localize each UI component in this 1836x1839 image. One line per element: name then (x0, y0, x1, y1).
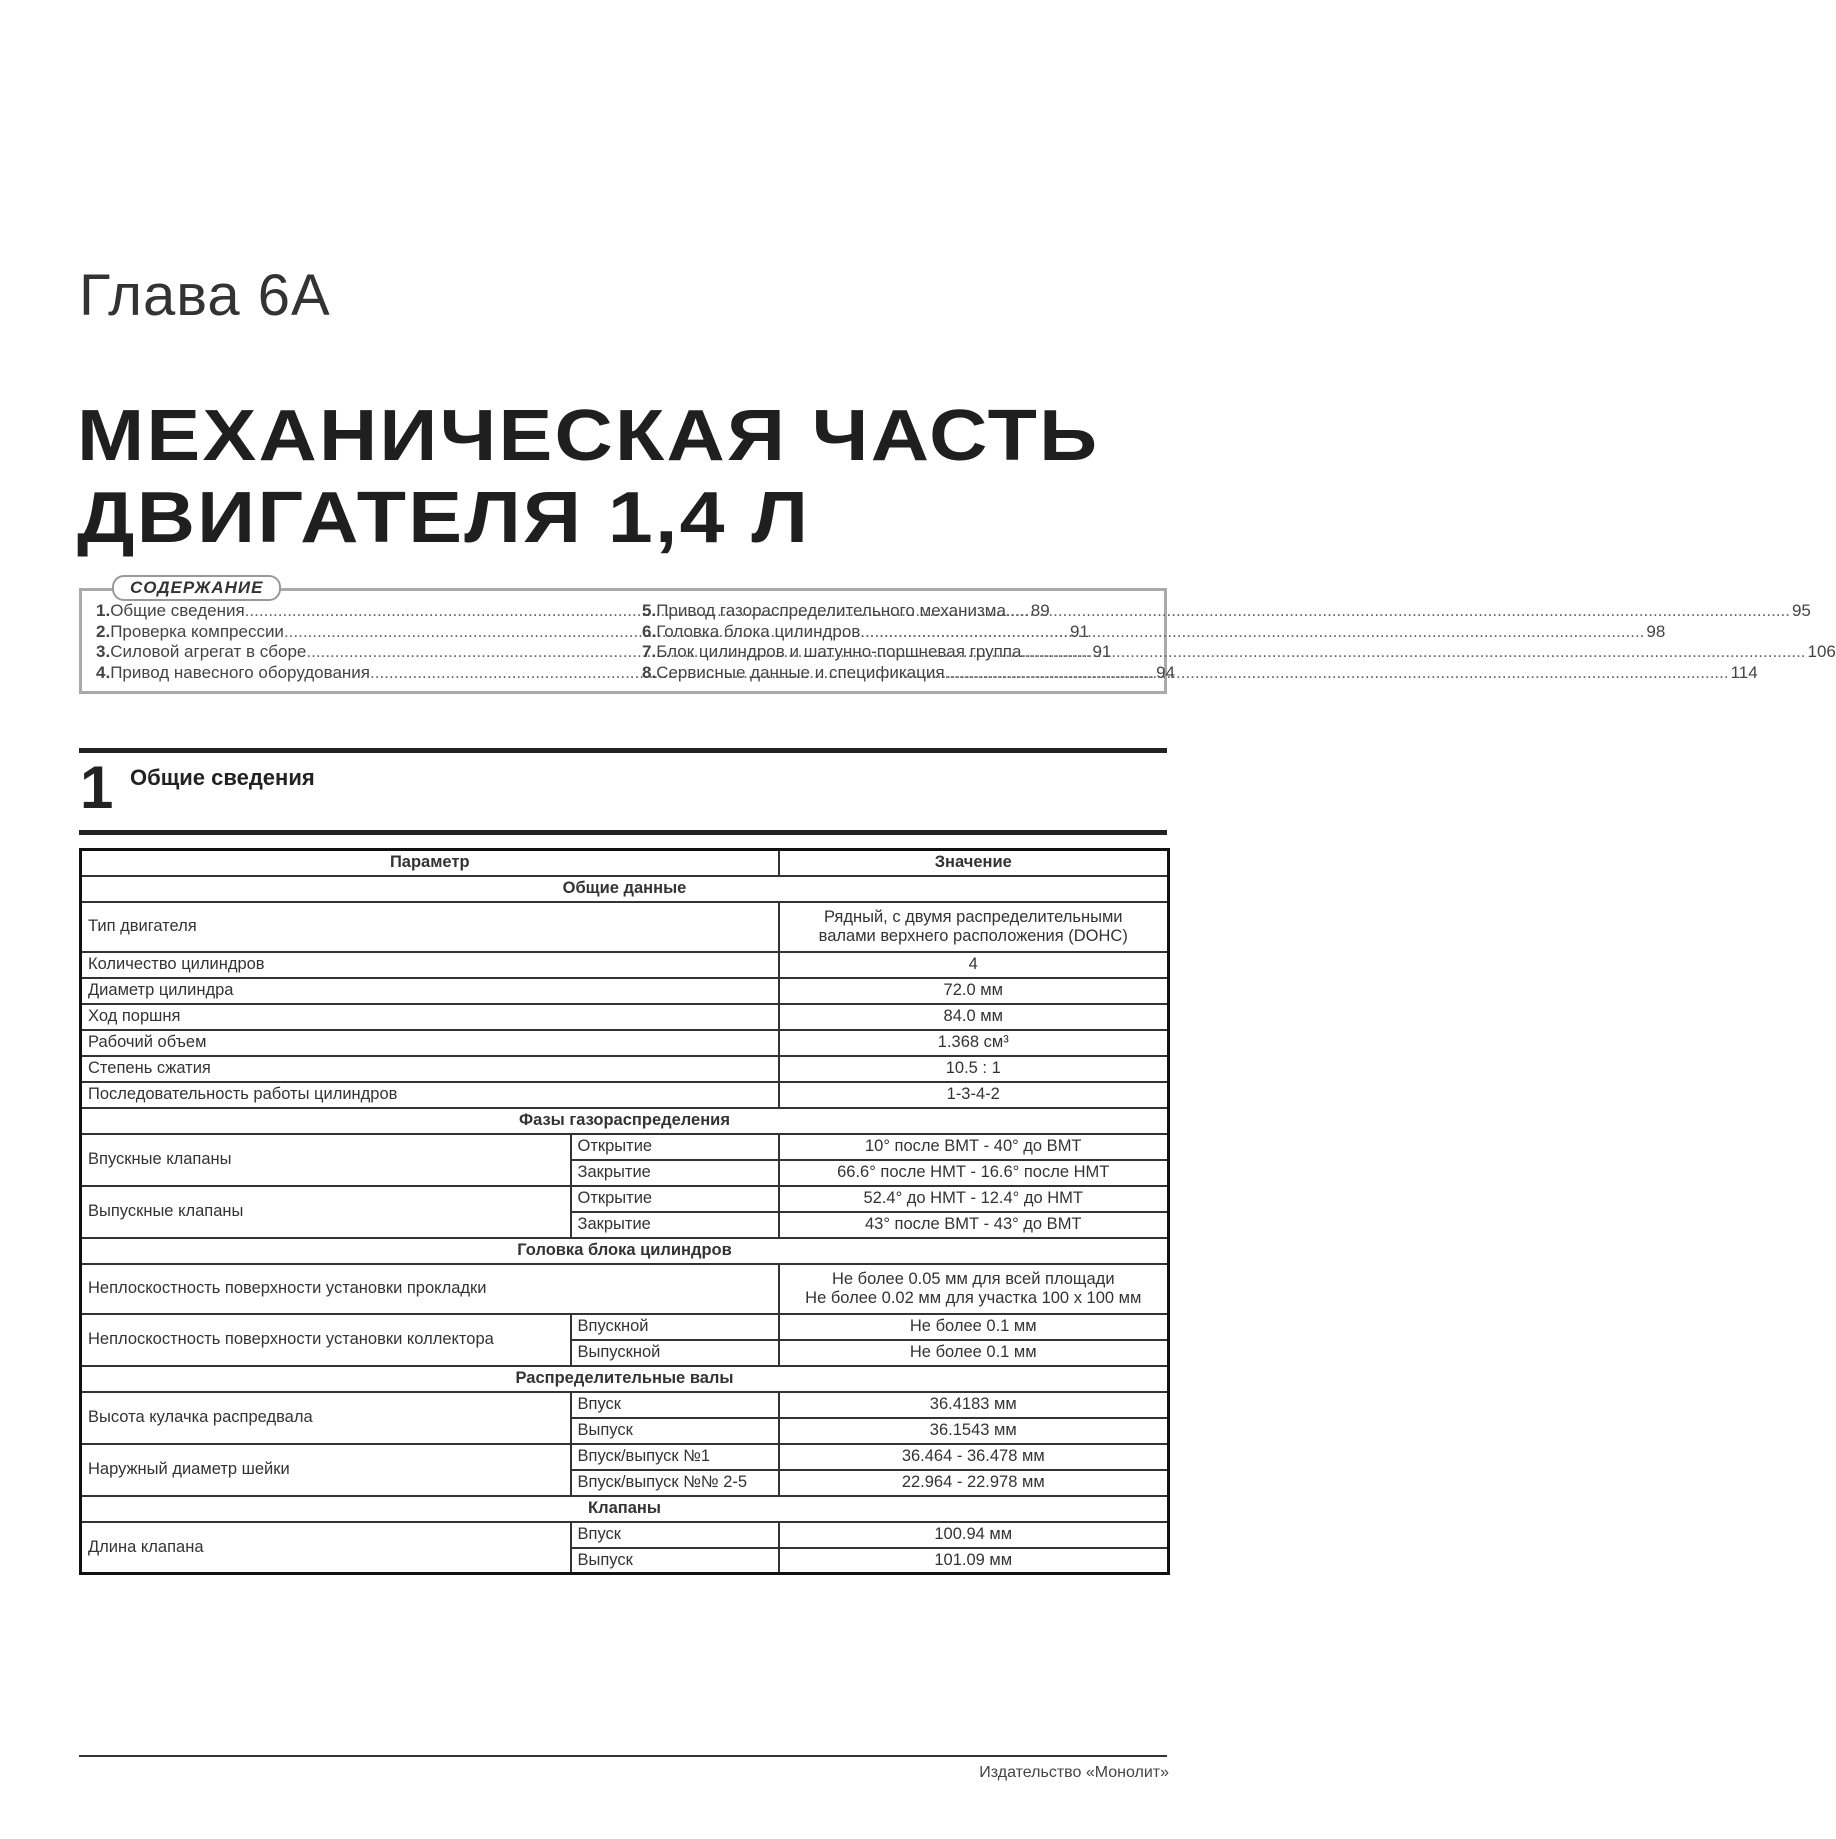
section-head-title: Головка блока цилиндров (81, 1238, 1169, 1264)
toc-item[interactable] (642, 621, 1666, 643)
section-timing-title: Фазы газораспределения (81, 1108, 1169, 1134)
toc-label: СОДЕРЖАНИЕ (112, 575, 281, 601)
value-cell: Не более 0.1 мм (779, 1340, 1169, 1366)
section-general-title: Общие данные (81, 876, 1169, 902)
table-row (81, 952, 1169, 978)
value-cell: 22.964 - 22.978 мм (779, 1470, 1169, 1496)
toc-item[interactable] (642, 601, 1811, 622)
table-row (81, 1056, 1169, 1082)
value-cell: 72.0 мм (779, 978, 1169, 1004)
param-cell: Неплоскостность поверхности установки прокладки (81, 1264, 779, 1314)
spec-table (79, 848, 1170, 1575)
toc-item-page: 89 (1030, 601, 1050, 620)
param-cell: Наружный диаметр шейки (81, 1444, 571, 1496)
chapter-label: Глава 6A (79, 263, 331, 328)
subparam-cell: Выпускной (571, 1340, 779, 1366)
toc-item[interactable] (642, 642, 1836, 663)
section-number: 1 (80, 754, 114, 821)
table-row (81, 1186, 1169, 1212)
value-cell: 36.4183 мм (779, 1392, 1169, 1418)
title-line-1: МЕХАНИЧЕСКАЯ ЧАСТЬ (77, 396, 1100, 476)
subparam-cell: Впуск (571, 1392, 779, 1418)
value-cell: Не более 0.1 мм (779, 1314, 1169, 1340)
toc-item-page: 95 (1791, 601, 1811, 620)
subparam-cell: Закрытие (571, 1160, 779, 1186)
subparam-cell: Выпуск (571, 1418, 779, 1444)
param-cell: Впускные клапаны (81, 1134, 571, 1186)
subparam-cell: Впуск/выпуск №№ 2-5 (571, 1470, 779, 1496)
value-cell: 10° после ВМТ - 40° до ВМТ (779, 1134, 1169, 1160)
table-row (81, 1082, 1169, 1108)
value-cell: 66.6° после НМТ - 16.6° после НМТ (779, 1160, 1169, 1186)
toc-leader-dots (945, 663, 1729, 684)
toc-item-text: Головка блока цилиндров (656, 621, 861, 641)
toc-item-text: Проверка компрессии (110, 621, 284, 641)
value-cell: 4 (779, 952, 1169, 978)
table-row (81, 1030, 1169, 1056)
title-line-2: ДВИГАТЕЛЯ 1,4 Л (77, 478, 811, 558)
toc-item-page: 94 (1156, 662, 1175, 682)
toc-item-number: 5. (642, 601, 657, 620)
toc-item-page: 114 (1730, 662, 1758, 682)
table-header-row (81, 850, 1169, 876)
param-cell: Неплоскостность поверхности установки коллектора (81, 1314, 571, 1366)
value-cell: 10.5 : 1 (779, 1056, 1169, 1082)
section-bottom-rule (79, 830, 1167, 835)
footer-rule (79, 1755, 1167, 1757)
value-cell (779, 1264, 1169, 1314)
table-row (81, 1134, 1169, 1160)
table-row (81, 1314, 1169, 1340)
table-row (81, 1264, 1169, 1314)
toc-item-number: 1. (96, 601, 111, 620)
toc-leader-dots (1021, 642, 1805, 663)
toc-item-number: 2. (96, 621, 111, 641)
header-param: Параметр (81, 850, 779, 876)
table-row (81, 978, 1169, 1004)
toc-item-page: 98 (1646, 621, 1666, 641)
toc-item-text: Привод навесного оборудования (110, 662, 371, 682)
param-cell: Высота кулачка распредвала (81, 1392, 571, 1444)
value-cell: 36.464 - 36.478 мм (779, 1444, 1169, 1470)
toc-leader-dots (1006, 601, 1790, 622)
param-cell: Тип двигателя (81, 902, 779, 952)
toc-item-text: Блок цилиндров и шатунно-поршневая группа (656, 642, 1022, 661)
toc-leader-dots (860, 622, 1644, 643)
toc-item-number: 8. (642, 662, 657, 682)
table-row (81, 1522, 1169, 1548)
value-cell: 43° после ВМТ - 43° до ВМТ (779, 1212, 1169, 1238)
table-row (81, 902, 1169, 952)
table-section-row (81, 1496, 1169, 1522)
table-section-row (81, 876, 1169, 902)
toc-item-text: Привод газораспределительного механизма (656, 601, 1006, 620)
table-section-row (81, 1366, 1169, 1392)
value-cell: 52.4° до НМТ - 12.4° до НМТ (779, 1186, 1169, 1212)
toc-item-number: 7. (642, 642, 657, 661)
subparam-cell: Открытие (571, 1134, 779, 1160)
page-title (77, 395, 1309, 559)
section-title: Общие сведения (130, 765, 315, 790)
section-top-rule (79, 748, 1167, 753)
toc-item-number: 6. (642, 621, 657, 641)
toc-item-number: 4. (96, 662, 111, 682)
value-cell: 36.1543 мм (779, 1418, 1169, 1444)
param-cell: Степень сжатия (81, 1056, 779, 1082)
param-cell: Количество цилиндров (81, 952, 779, 978)
table-section-row (81, 1238, 1169, 1264)
toc-item-number: 3. (96, 642, 111, 661)
subparam-cell: Впускной (571, 1314, 779, 1340)
toc-item-page: 106 (1807, 642, 1836, 661)
subparam-cell: Впуск (571, 1522, 779, 1548)
value-cell: 1.368 см³ (779, 1030, 1169, 1056)
param-cell: Последовательность работы цилиндров (81, 1082, 779, 1108)
value-line: валами верхнего расположения (DOHC) (818, 926, 1128, 945)
subparam-cell: Открытие (571, 1186, 779, 1212)
value-cell: 1-3-4-2 (779, 1082, 1169, 1108)
value-cell (779, 902, 1169, 952)
subparam-cell: Закрытие (571, 1212, 779, 1238)
section-camshafts-title: Распределительные валы (81, 1366, 1169, 1392)
table-row (81, 1444, 1169, 1470)
table-row (81, 1392, 1169, 1418)
publisher-footer: Издательство «Монолит» (979, 1764, 1169, 1781)
param-cell: Выпускные клапаны (81, 1186, 571, 1238)
table-of-contents (79, 578, 1836, 694)
value-cell: 101.09 мм (779, 1548, 1169, 1574)
header-value: Значение (779, 850, 1169, 876)
subparam-cell: Выпуск (571, 1548, 779, 1574)
section-valves-title: Клапаны (81, 1496, 1169, 1522)
param-cell: Длина клапана (81, 1522, 571, 1574)
toc-item-text: Общие сведения (110, 601, 245, 620)
param-cell: Ход поршня (81, 1004, 779, 1030)
value-line: Не более 0.05 мм для всей площади (831, 1269, 1115, 1288)
param-cell: Диаметр цилиндра (81, 978, 779, 1004)
table-section-row (81, 1108, 1169, 1134)
param-cell: Рабочий объем (81, 1030, 779, 1056)
value-line: Не более 0.02 мм для участка 100 x 100 мм (805, 1288, 1142, 1307)
value-line: Рядный, с двумя распределительными (823, 907, 1123, 926)
value-cell: 84.0 мм (779, 1004, 1169, 1030)
value-cell: 100.94 мм (779, 1522, 1169, 1548)
toc-item-page: 91 (1069, 621, 1089, 641)
toc-item-page: 91 (1092, 642, 1112, 661)
table-row (81, 1004, 1169, 1030)
toc-item-text: Сервисные данные и спецификация (656, 662, 945, 682)
subparam-cell: Впуск/выпуск №1 (571, 1444, 779, 1470)
toc-item-text: Силовой агрегат в сборе (110, 642, 307, 661)
